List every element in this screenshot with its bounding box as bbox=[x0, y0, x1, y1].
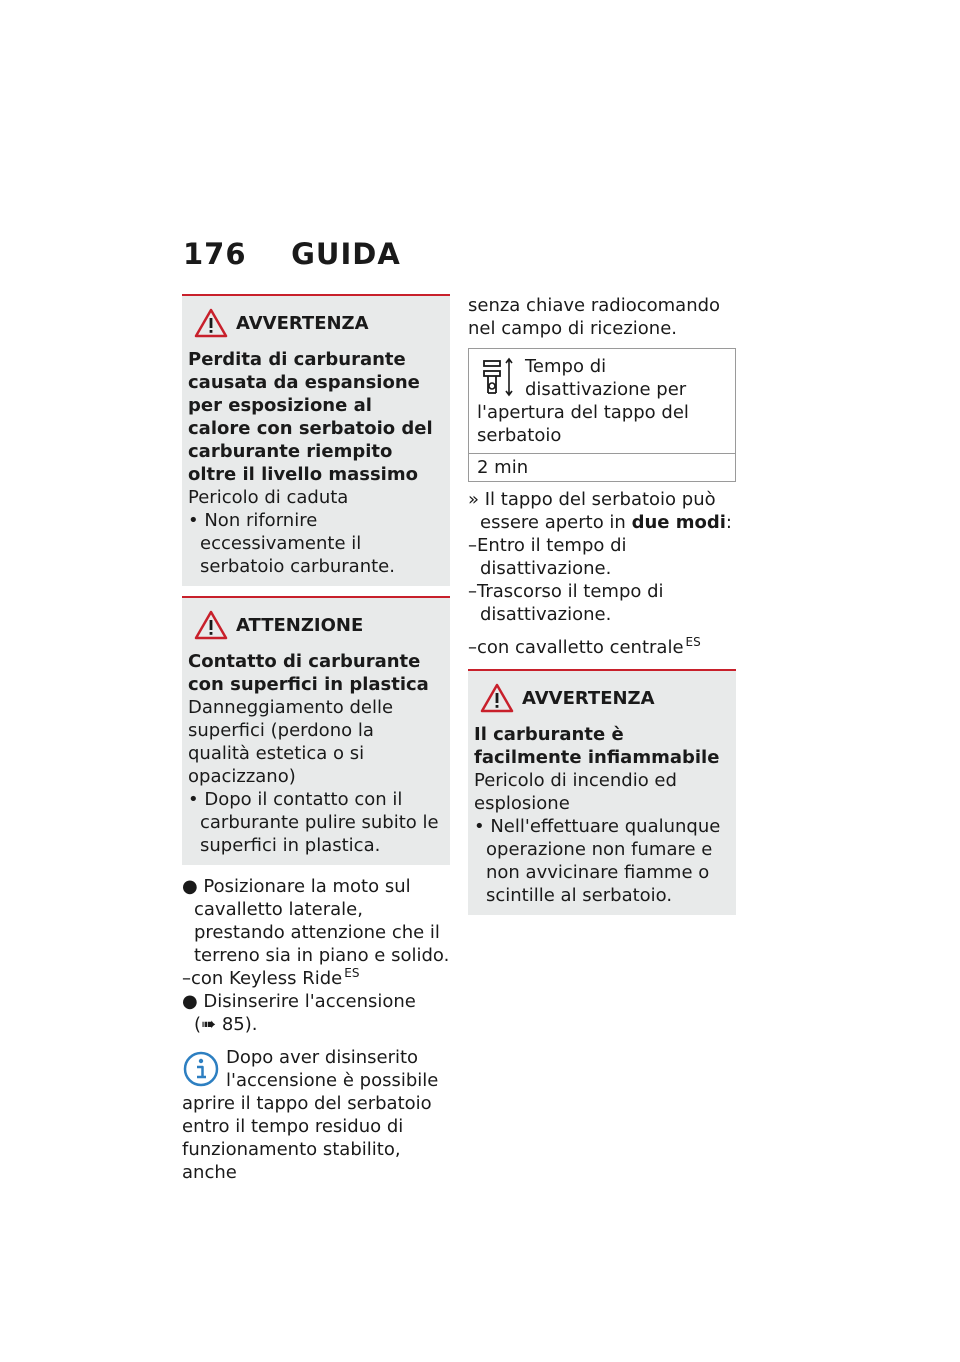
result-post: : bbox=[725, 512, 732, 533]
caution-box-plastic bbox=[182, 596, 450, 865]
warning-box-flammable bbox=[468, 669, 736, 915]
fuel-cap-timer-icon bbox=[481, 357, 515, 397]
spec-label: Tempo di disattivazione per l'apertura del tappo del serbatoio bbox=[477, 356, 689, 446]
warning-action: • Nell'effettuare qualunque operazione non fumare e non avvicinare fiamme o scintille al serbatoio. bbox=[474, 816, 721, 906]
caution-action: • Dopo il contatto con il carburante pulire subito le superfici in plastica. bbox=[188, 789, 439, 856]
page-number: 176 bbox=[183, 237, 247, 271]
variant-keyless bbox=[182, 967, 450, 990]
info-text: Dopo aver disinserito l'accensione è possibile aprire il tappo del serbatoio entro il tempo residuo di funzionamento stabilito, anche bbox=[182, 1047, 439, 1183]
warning-action: • Non rifornire eccessivamente il serbatoio carburante. bbox=[188, 510, 395, 577]
warning-triangle-icon bbox=[194, 610, 228, 640]
left-column bbox=[182, 294, 450, 1184]
caution-title: ATTENZIONE bbox=[236, 614, 364, 636]
step-position-bike: ● Posizionare la moto sul cavalletto laterale, prestando attenzione che il terreno sia in piano e solido. bbox=[182, 876, 450, 966]
result-pre: » Il tappo del serbatoio può essere aperto in bbox=[468, 489, 716, 533]
variant-centre-stand bbox=[468, 636, 736, 659]
right-column bbox=[468, 294, 736, 925]
variant-superscript: ES bbox=[344, 966, 360, 980]
way-1: –Entro il tempo di disattivazione. bbox=[468, 535, 627, 579]
warning-title: AVVERTENZA bbox=[522, 687, 655, 709]
warning-triangle-icon bbox=[194, 308, 228, 338]
warning-box-fuel-expansion bbox=[182, 294, 450, 586]
result-bold: due modi bbox=[631, 512, 726, 533]
warning-risk: Pericolo di incendio ed esplosione bbox=[474, 770, 677, 814]
page-header bbox=[183, 237, 401, 271]
caution-subtitle: Contatto di carburante con superfici in plastica bbox=[188, 651, 429, 695]
warning-triangle-icon bbox=[480, 683, 514, 713]
spec-value: 2 min bbox=[477, 457, 529, 478]
result-text bbox=[468, 488, 736, 534]
spec-table bbox=[468, 348, 736, 482]
variant-label: –con cavalletto centrale bbox=[468, 637, 684, 658]
step-ignition-off: ● Disinserire l'accensione bbox=[182, 991, 416, 1012]
warning-title: AVVERTENZA bbox=[236, 312, 369, 334]
variant-superscript: ES bbox=[685, 635, 701, 649]
continued-text: senza chiave radiocomando nel campo di ricezione. bbox=[468, 295, 721, 339]
warning-subtitle: Il carburante è facilmente infiammabile bbox=[474, 724, 720, 768]
page-reference: (➠ 85). bbox=[194, 1014, 258, 1035]
variant-label: –con Keyless Ride bbox=[182, 968, 343, 989]
warning-risk: Pericolo di caduta bbox=[188, 487, 349, 508]
spec-label-row bbox=[469, 349, 735, 454]
caution-risk: Danneggiamento delle superfici (perdono la qualità estetica o si opacizzano) bbox=[188, 697, 394, 787]
info-icon bbox=[182, 1050, 220, 1088]
warning-subtitle: Perdita di carburante causata da espansione per esposizione al calore con serbatoio del carburante riempito oltre il livello massimo bbox=[188, 349, 433, 485]
section-title: GUIDA bbox=[291, 237, 401, 271]
info-note bbox=[182, 1046, 450, 1184]
way-2: –Trascorso il tempo di disattivazione. bbox=[468, 581, 664, 625]
